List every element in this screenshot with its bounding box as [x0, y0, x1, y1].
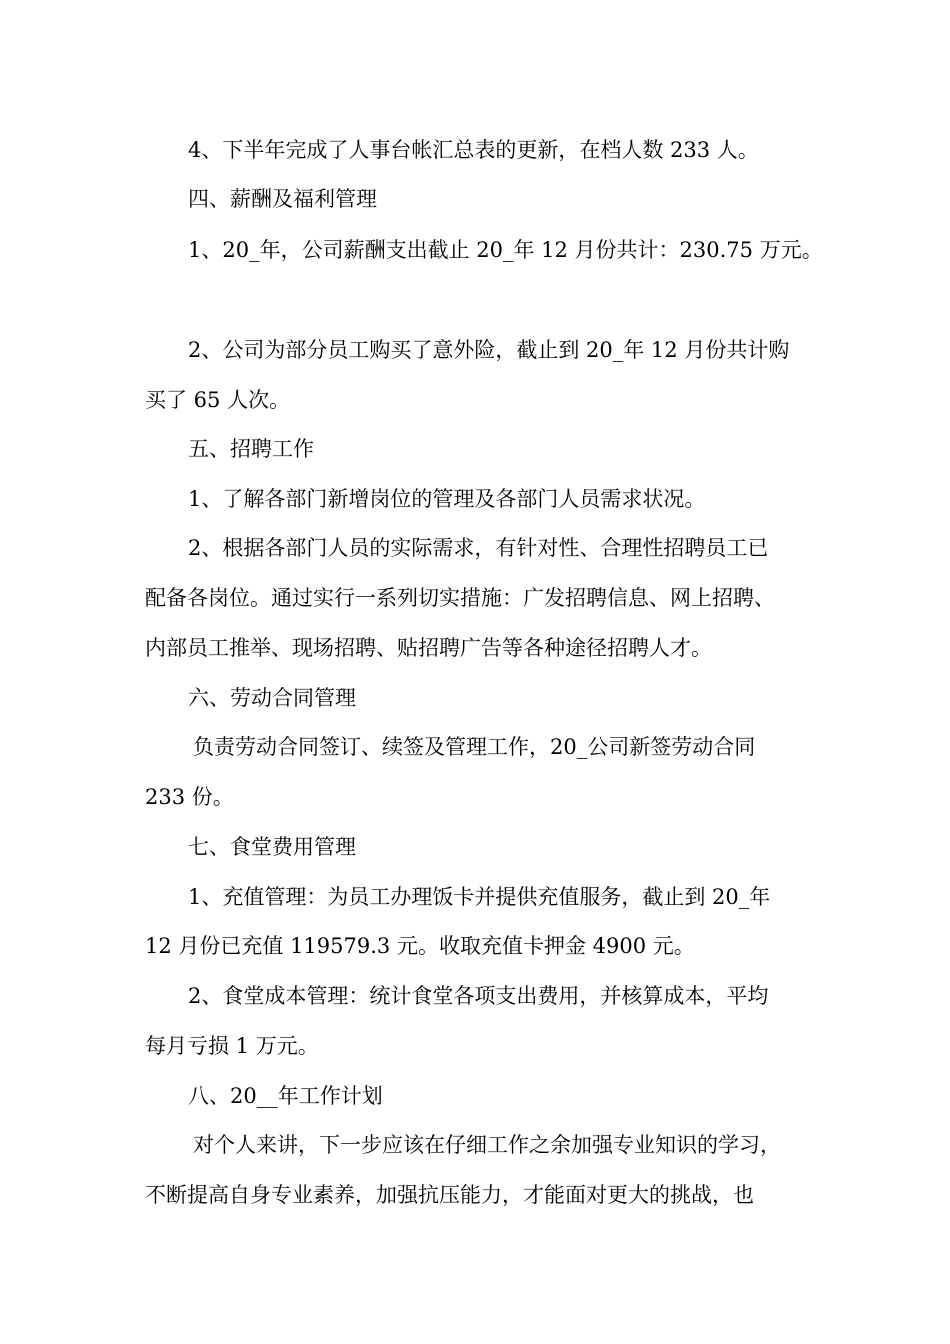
paragraph-line: 不断提高自身专业素养，加强抗压能力，才能面对更大的挑战，也	[145, 1183, 754, 1207]
paragraph-line: 对个人来讲，下一步应该在仔细工作之余加强专业知识的学习，	[193, 1133, 781, 1157]
paragraph-line: 2、食堂成本管理：统计食堂各项支出费用，并核算成本，平均	[188, 984, 769, 1008]
paragraph-line: 内部员工推举、现场招聘、贴招聘广告等各种途径招聘人才。	[145, 636, 712, 660]
section-heading: 六、劳动合同管理	[188, 686, 356, 710]
paragraph-line: 买了 65 人次。	[145, 388, 291, 412]
paragraph-line: 1、充值管理：为员工办理饭卡并提供充值服务，截止到 20_年	[188, 885, 771, 909]
paragraph-line: 负责劳动合同签订、续签及管理工作，20_公司新签劳动合同	[193, 735, 756, 759]
paragraph-line: 1、了解各部门新增岗位的管理及各部门人员需求状况。	[188, 487, 706, 511]
paragraph-line: 1、20_年，公司薪酬支出截止 20_年 12 月份共计：230.75 万元。	[188, 238, 823, 262]
section-heading: 五、招聘工作	[188, 437, 314, 461]
paragraph-line: 每月亏损 1 万元。	[145, 1034, 319, 1058]
paragraph-line: 233 份。	[145, 785, 234, 809]
paragraph-line: 配备各岗位。通过实行一系列切实措施：广发招聘信息、网上招聘、	[145, 586, 775, 610]
paragraph-line: 12 月份已充值 119579.3 元。收取充值卡押金 4900 元。	[145, 934, 695, 958]
section-heading: 四、薪酬及福利管理	[188, 187, 377, 211]
paragraph-line: 2、根据各部门人员的实际需求，有针对性、合理性招聘员工已	[188, 536, 769, 560]
paragraph-line: 2、公司为部分员工购买了意外险，截止到 20_年 12 月份共计购	[188, 338, 790, 362]
section-heading: 七、食堂费用管理	[188, 835, 356, 859]
paragraph-line: 4、下半年完成了人事台帐汇总表的更新，在档人数 233 人。	[188, 138, 759, 162]
section-heading: 八、20__年工作计划	[188, 1084, 383, 1108]
